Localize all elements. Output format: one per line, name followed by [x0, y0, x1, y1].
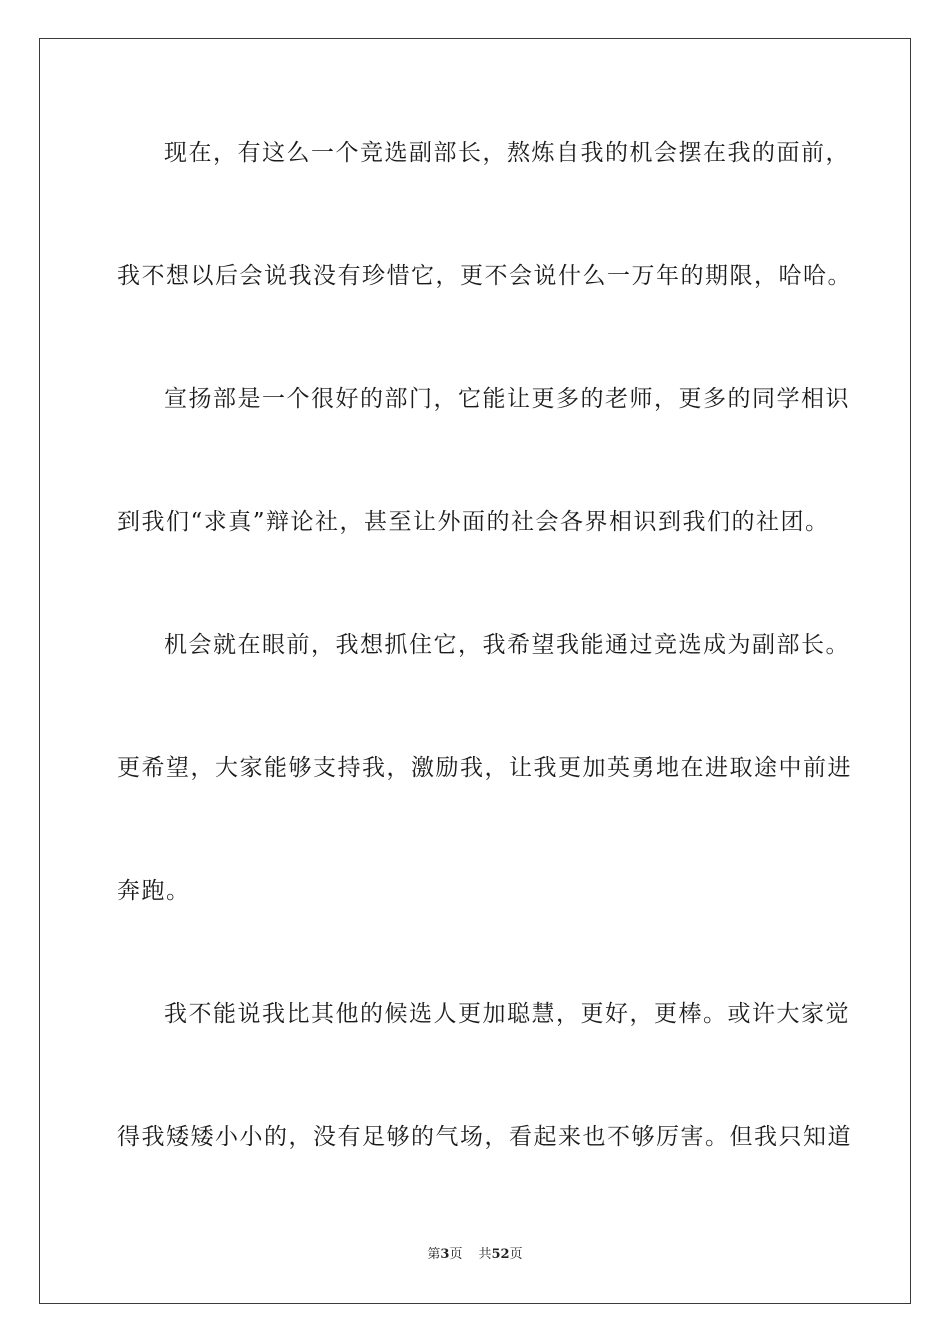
page-total: 共52页: [478, 1247, 523, 1262]
paragraph-line: 更希望，大家能够支持我，激励我，让我更加英勇地在进取途中前进: [117, 755, 852, 781]
page-number: 第3页: [427, 1247, 463, 1262]
page-border: [39, 38, 911, 1304]
current-page: 3: [440, 1247, 450, 1262]
paragraph-line: 现在，有这么一个竞选副部长，熬炼自我的机会摆在我的面前，: [164, 140, 850, 166]
paragraph-line: 宣扬部是一个很好的部门，它能让更多的老师，更多的同学相识: [164, 386, 850, 412]
paragraph-line: 得我矮矮小小的，没有足够的气场，看起来也不够厉害。但我只知道: [117, 1124, 852, 1150]
paragraph-line: 奔跑。: [117, 878, 191, 904]
paragraph-line: 我不想以后会说我没有珍惜它，更不会说什么一万年的期限，哈哈。: [117, 263, 852, 289]
paragraph-line: 我不能说我比其他的候选人更加聪慧，更好，更棒。或许大家觉: [164, 1001, 850, 1027]
paragraph-line: 到我们“求真”辩论社，甚至让外面的社会各界相识到我们的社团。: [117, 509, 830, 535]
paragraph-line: 机会就在眼前，我想抓住它，我希望我能通过竞选成为副部长。: [164, 632, 850, 658]
page-footer: [0, 1247, 950, 1263]
total-pages: 52: [491, 1247, 510, 1262]
